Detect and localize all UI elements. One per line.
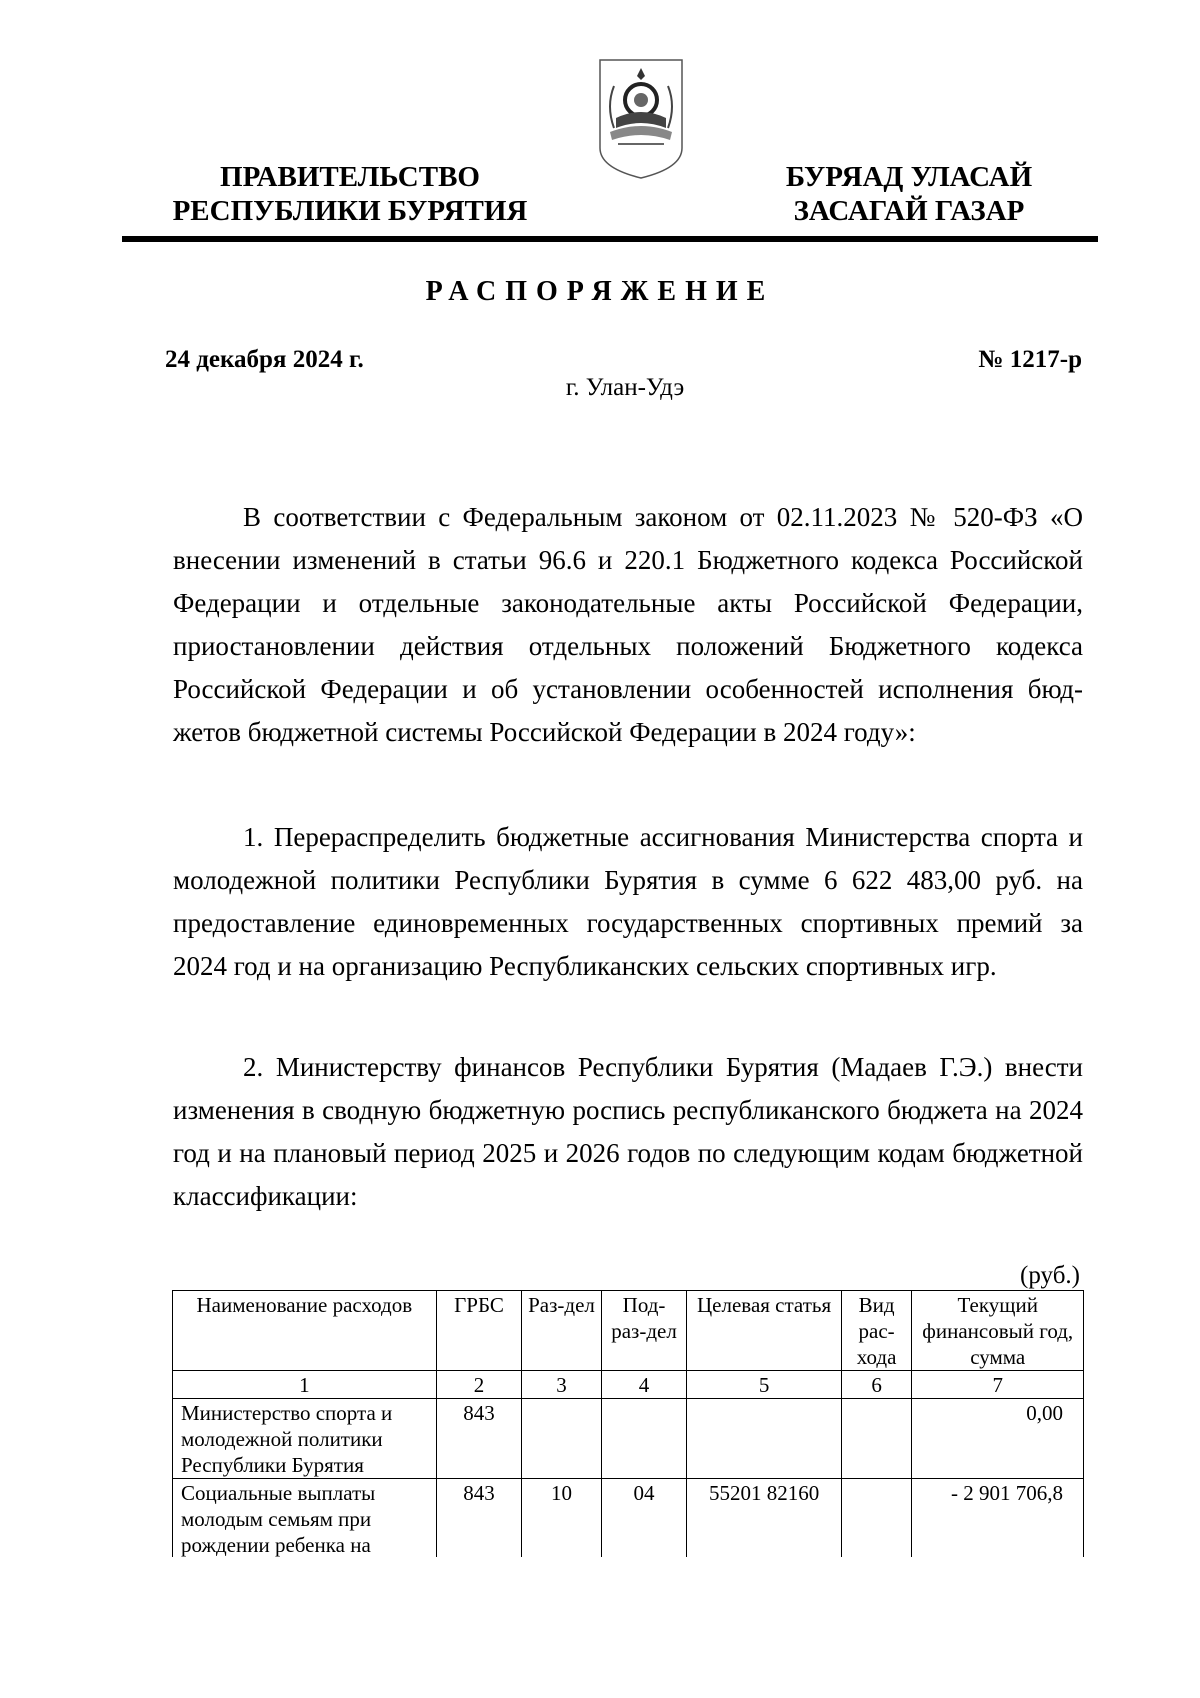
index-cell: 4 [601, 1371, 687, 1399]
row-sum: - 2 901 706,8 [912, 1479, 1084, 1558]
row-type [841, 1479, 912, 1558]
row-grbs: 843 [436, 1399, 522, 1479]
row-name [173, 1479, 437, 1558]
row-subsection: 04 [601, 1479, 687, 1558]
row-name: Министерство спорта и молодежной политики Республики Бурятия [173, 1399, 437, 1479]
header-subsection: Под-раз-дел [601, 1291, 687, 1371]
budget-table [172, 1290, 1084, 1557]
row-sum: 0,00 [912, 1399, 1084, 1479]
index-cell: 6 [841, 1371, 912, 1399]
coat-of-arms-icon [596, 56, 686, 180]
preamble [173, 496, 1083, 754]
row-grbs: 843 [436, 1479, 522, 1558]
header-grbs: ГРБС [436, 1291, 522, 1371]
document-city: г. Улан-Удэ [565, 374, 685, 401]
header-name: Наименование расходов [173, 1291, 437, 1371]
table-index-row [173, 1371, 1084, 1399]
row-target [687, 1399, 841, 1479]
row-name-text: Социальные выплаты молодым семьям при рождении ребенка на [181, 1481, 376, 1557]
table-header-row [173, 1291, 1084, 1371]
document-title: РАСПОРЯЖЕНИЕ [425, 276, 775, 307]
row-type [841, 1399, 912, 1479]
table-row [173, 1399, 1084, 1479]
preamble-text: В соответствии с Федеральным законом от 02.11.2023 № 520-ФЗ «О внесении изменений в статьи 96.6 и 220.1 Бюджетного кодекса Российской Федерации и отдельные законодательные акты Российской Федерации, приостановлении действия отдельных положений Бюджетного кодекса Российской Федерации и об установлении особенностей исполнения бюджетов бюджетной системы Российской Федерации в 2024 году»: [173, 502, 1083, 747]
header-section: Раз-дел [522, 1291, 601, 1371]
row-section [522, 1399, 601, 1479]
document-number: № 1217-р [978, 346, 1082, 373]
table-unit: (руб.) [1020, 1262, 1080, 1289]
item-2-text: 2. Министерству финансов Республики Бурятия (Мадаев Г.Э.) внести изменения в сводную бюджетную роспись республиканского бюджета на 2024 год и на плановый период 2025 и 2026 годов по следующим кодам бюджетной классификации: [173, 1052, 1083, 1211]
item-2 [173, 1046, 1083, 1218]
table-row [173, 1479, 1084, 1558]
government-name-bua-line1: БУРЯАД УЛАСАЙ [785, 161, 1033, 193]
government-name-ru-line1: ПРАВИТЕЛЬСТВО [220, 161, 480, 193]
item-1 [173, 816, 1083, 988]
government-name-ru [160, 160, 540, 228]
government-name-bua [744, 160, 1074, 228]
row-section: 10 [522, 1479, 601, 1558]
item-1-text: 1. Перераспределить бюджетные ассигнования Министерства спорта и молодежной политики Республики Бурятия в сумме 6 622 483,00 руб. на предоставление единовременных государственных спортивных премий за 2024 год и на организацию Республиканских сельских спортивных игр. [173, 822, 1083, 981]
government-name-ru-line2: РЕСПУБЛИКИ БУРЯТИЯ [172, 195, 528, 227]
index-cell: 5 [687, 1371, 841, 1399]
header-target: Целевая статья [687, 1291, 841, 1371]
header-divider [122, 236, 1098, 242]
index-cell: 2 [436, 1371, 522, 1399]
government-name-bua-line2: ЗАСАГАЙ ГАЗАР [793, 195, 1025, 227]
index-cell: 1 [173, 1371, 437, 1399]
row-subsection [601, 1399, 687, 1479]
header-type: Вид рас-хода [841, 1291, 912, 1371]
index-cell: 3 [522, 1371, 601, 1399]
header-sum: Текущий финансовый год, сумма [912, 1291, 1084, 1371]
row-target: 55201 82160 [687, 1479, 841, 1558]
index-cell: 7 [912, 1371, 1084, 1399]
document-date: 24 декабря 2024 г. [165, 346, 364, 373]
